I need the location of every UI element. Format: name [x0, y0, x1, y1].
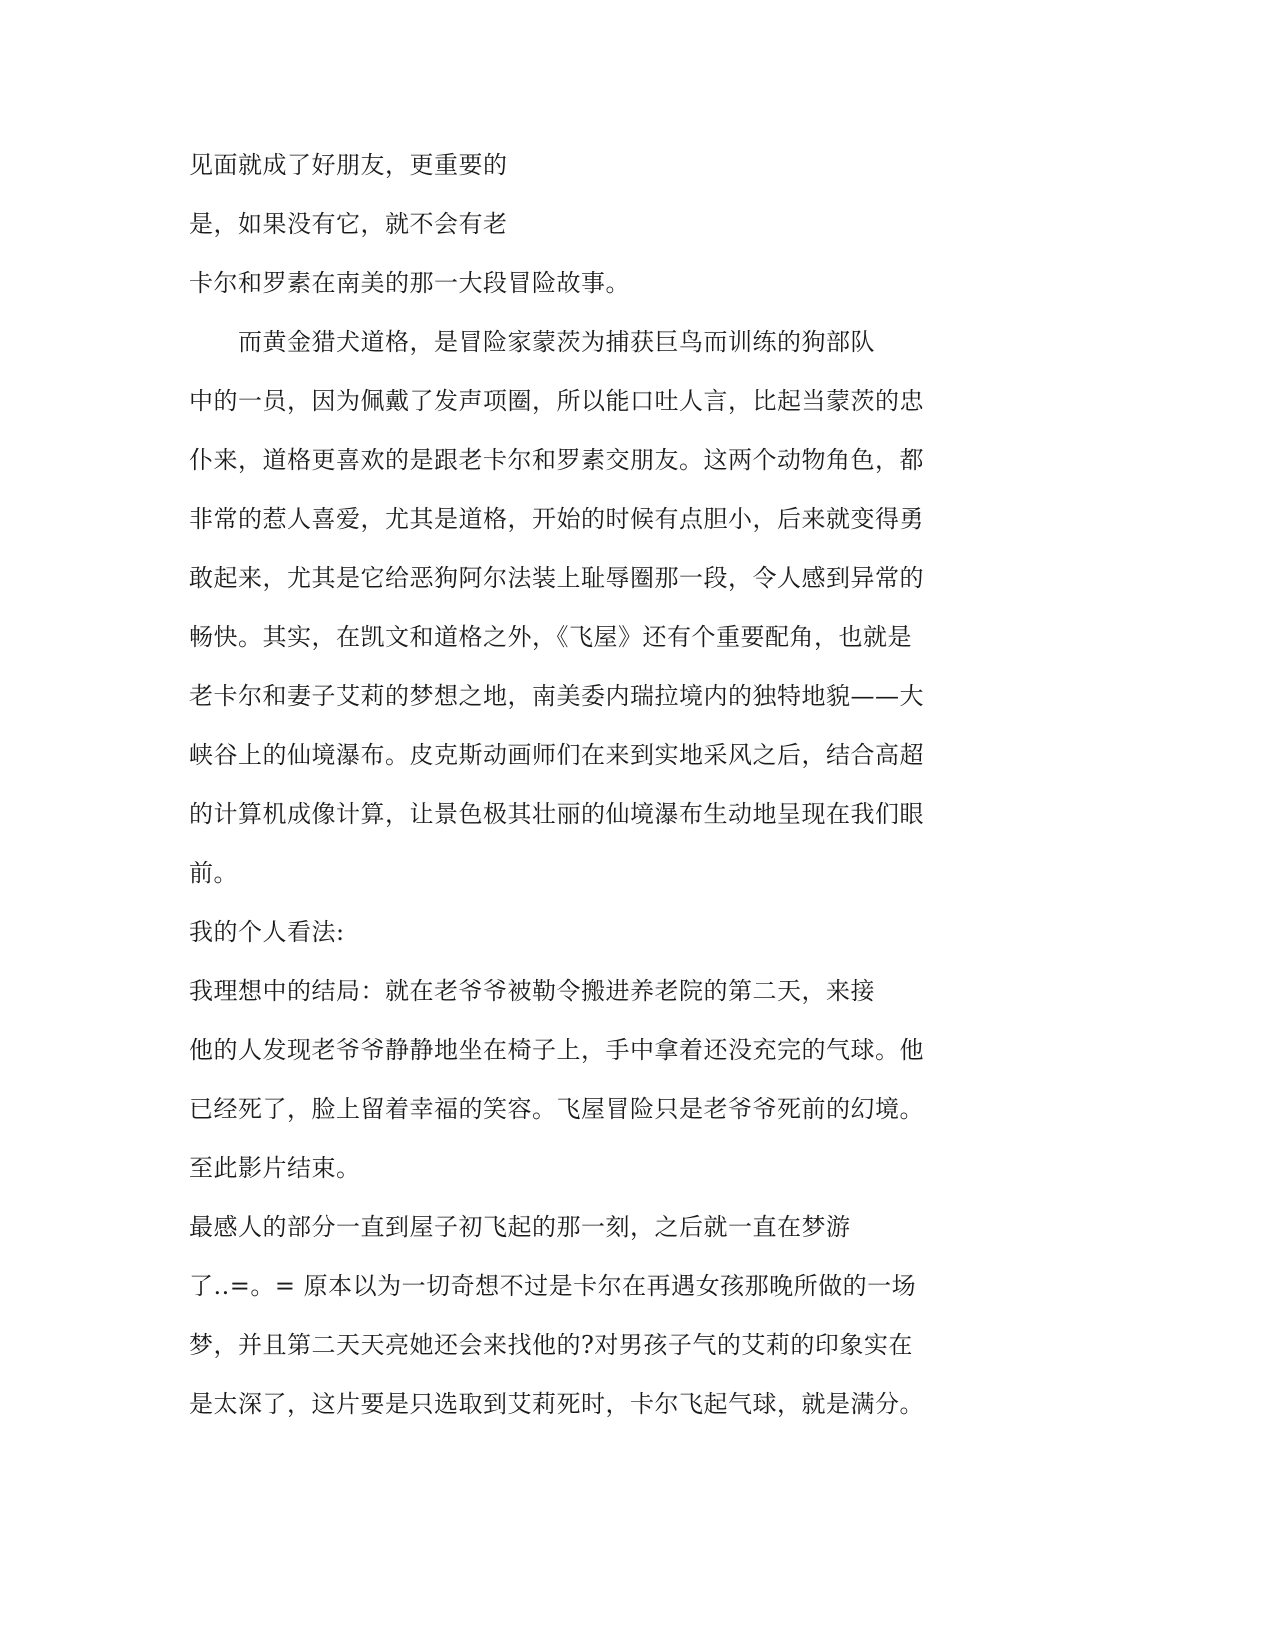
paragraph-first-line: 而黄金猎犬道格，是冒险家蒙茨为捕获巨鸟而训练的狗部队	[238, 328, 875, 356]
text-line: 了..=。= 原本以为一切奇想不过是卡尔在再遇女孩那晚所做的一场	[189, 1272, 917, 1300]
text-line: 仆来，道格更喜欢的是跟老卡尔和罗素交朋友。这两个动物角色，都	[189, 446, 924, 474]
text-line: 卡尔和罗素在南美的那一大段冒险故事。	[189, 269, 630, 297]
text-line: 敢起来，尤其是它给恶狗阿尔法装上耻辱圈那一段，令人感到异常的	[189, 564, 924, 592]
text-line: 他的人发现老爷爷静静地坐在椅子上，手中拿着还没充完的气球。他	[189, 1036, 924, 1064]
text-line: 至此影片结束。	[189, 1154, 361, 1182]
text-line: 中的一员，因为佩戴了发声项圈，所以能口吐人言，比起当蒙茨的忠	[189, 387, 924, 415]
text-line: 是，如果没有它，就不会有老	[189, 210, 508, 238]
text-line: 已经死了，脸上留着幸福的笑容。飞屋冒险只是老爷爷死前的幻境。	[189, 1095, 924, 1123]
text-line: 前。	[189, 859, 238, 887]
text-line: 畅快。其实，在凯文和道格之外，《飞屋》还有个重要配角，也就是	[189, 623, 912, 651]
text-line: 见面就成了好朋友，更重要的	[189, 151, 508, 179]
section-heading: 我的个人看法:	[189, 918, 345, 946]
text-line: 我理想中的结局：就在老爷爷被勒令搬进养老院的第二天，来接	[189, 977, 875, 1005]
text-line: 是太深了，这片要是只选取到艾莉死时，卡尔飞起气球，就是满分。	[189, 1390, 924, 1418]
text-line: 的计算机成像计算，让景色极其壮丽的仙境瀑布生动地呈现在我们眼	[189, 800, 924, 828]
text-line: 老卡尔和妻子艾莉的梦想之地，南美委内瑞拉境内的独特地貌——大	[189, 682, 924, 710]
text-line: 非常的惹人喜爱，尤其是道格，开始的时候有点胆小，后来就变得勇	[189, 505, 924, 533]
text-line: 峡谷上的仙境瀑布。皮克斯动画师们在来到实地采风之后，结合高超	[189, 741, 924, 769]
text-line: 最感人的部分一直到屋子初飞起的那一刻，之后就一直在梦游	[189, 1213, 851, 1241]
text-line: 梦，并且第二天天亮她还会来找他的?对男孩子气的艾莉的印象实在	[189, 1331, 913, 1359]
